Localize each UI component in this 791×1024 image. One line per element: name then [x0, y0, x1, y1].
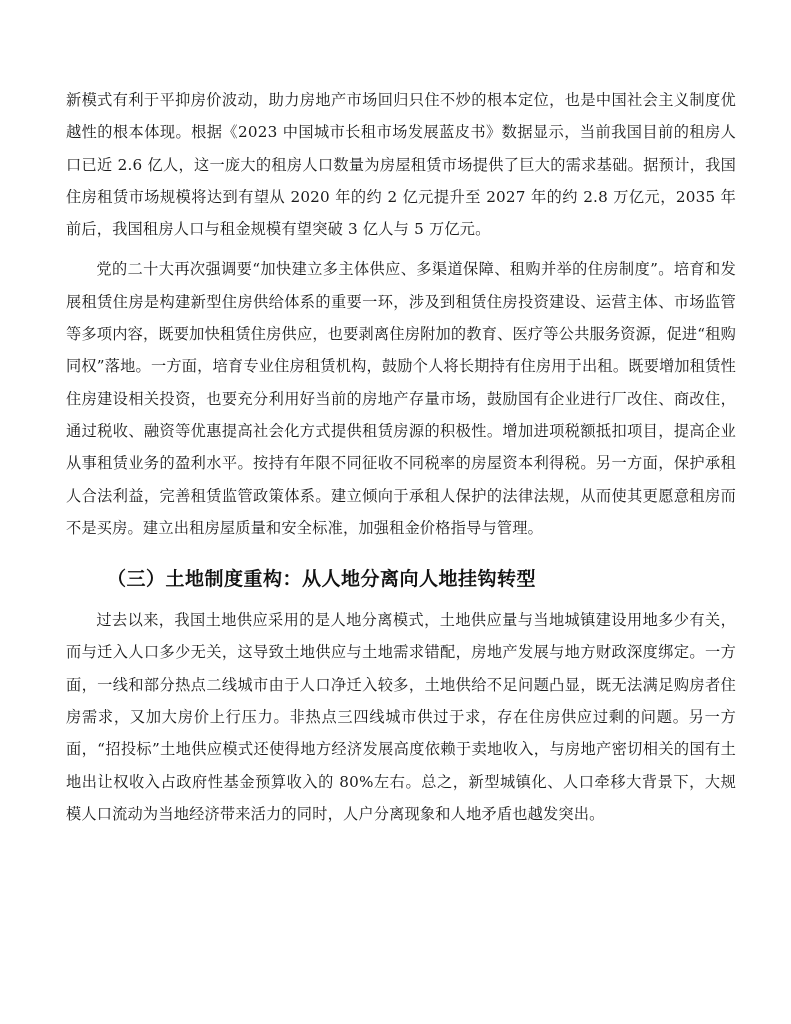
paragraph-land-supply: 过去以来，我国土地供应采用的是人地分离模式，土地供应量与当地城镇建设用地多少有关，而与迁入人口多少无关，这导致土地供应与土地需求错配，房地产发展与地方财政深度绑定。一方面，一线和部分热点二线城市由于人口净迁入较多，土地供给不足问题凸显，既无法满足购房者住房需求，又加大房价上行压力。非热点三四线城市供过于求，存在住房供应过剩的问题。另一方面，“招投标”土地供应模式还使得地方经济发展高度依赖于卖地收入，与房地产密切相关的国有土地出让权收入占政府性基金预算收入的 80%左右。总之，新型城镇化、人口牵移大背景下，大规模人口流动为当地经济带来活力的同时，人户分离现象和人地矛盾也越发突出。	[66, 611, 736, 823]
section-heading-land-system: （三）土地制度重构：从人地分离向人地挂钩转型	[107, 568, 537, 591]
document-page	[66, 84, 736, 830]
paragraph-rental-housing-policy: 党的二十大再次强调要“加快建立多主体供应、多渠道保障、租购并举的住房制度”。培育和发展租赁住房是构建新型住房供给体系的重要一环，涉及到租赁住房投资建设、运营主体、市场监管等多项内容，既要加快租赁住房供应，也要剥离住房附加的教育、医疗等公共服务资源，促进“租购同权”落地。一方面，培育专业住房租赁机构，鼓励个人将长期持有住房用于出租。既要增加租赁性住房建设相关投资，也要充分利用好当前的房地产存量市场，鼓励国有企业进行厂改住、商改住，通过税收、融资等优惠提高社会化方式提供租赁房源的积极性。增加进项税额抵扣项目，提高企业从事租赁业务的盈利水平。按持有年限不同征收不同税率的房屋资本利得税。另一方面，保护承租人合法利益，完善租赁监管政策体系。建立倾向于承租人保护的法律法规，从而使其更愿意租房而不是买房。建立出租房屋质量和安全标准，加强租金价格指导与管理。	[66, 260, 736, 537]
paragraph-rental-population: 新模式有利于平抑房价波动，助力房地产市场回归只住不炒的根本定位，也是中国社会主义制度优越性的根本体现。根据《2023 中国城市长租市场发展蓝皮书》数据显示，当前我国目前的租房人口已近 2.6 亿人，这一庞大的租房人口数量为房屋租赁市场提供了巨大的需求基础。据预计，我国住房租赁市场规模将达到有望从 2020 年的约 2 亿元提升至 2027 年的约 2.8 万亿元，2035 年前后，我国租房人口与租金规模有望突破 3 亿人与 5 万亿元。	[66, 91, 736, 239]
